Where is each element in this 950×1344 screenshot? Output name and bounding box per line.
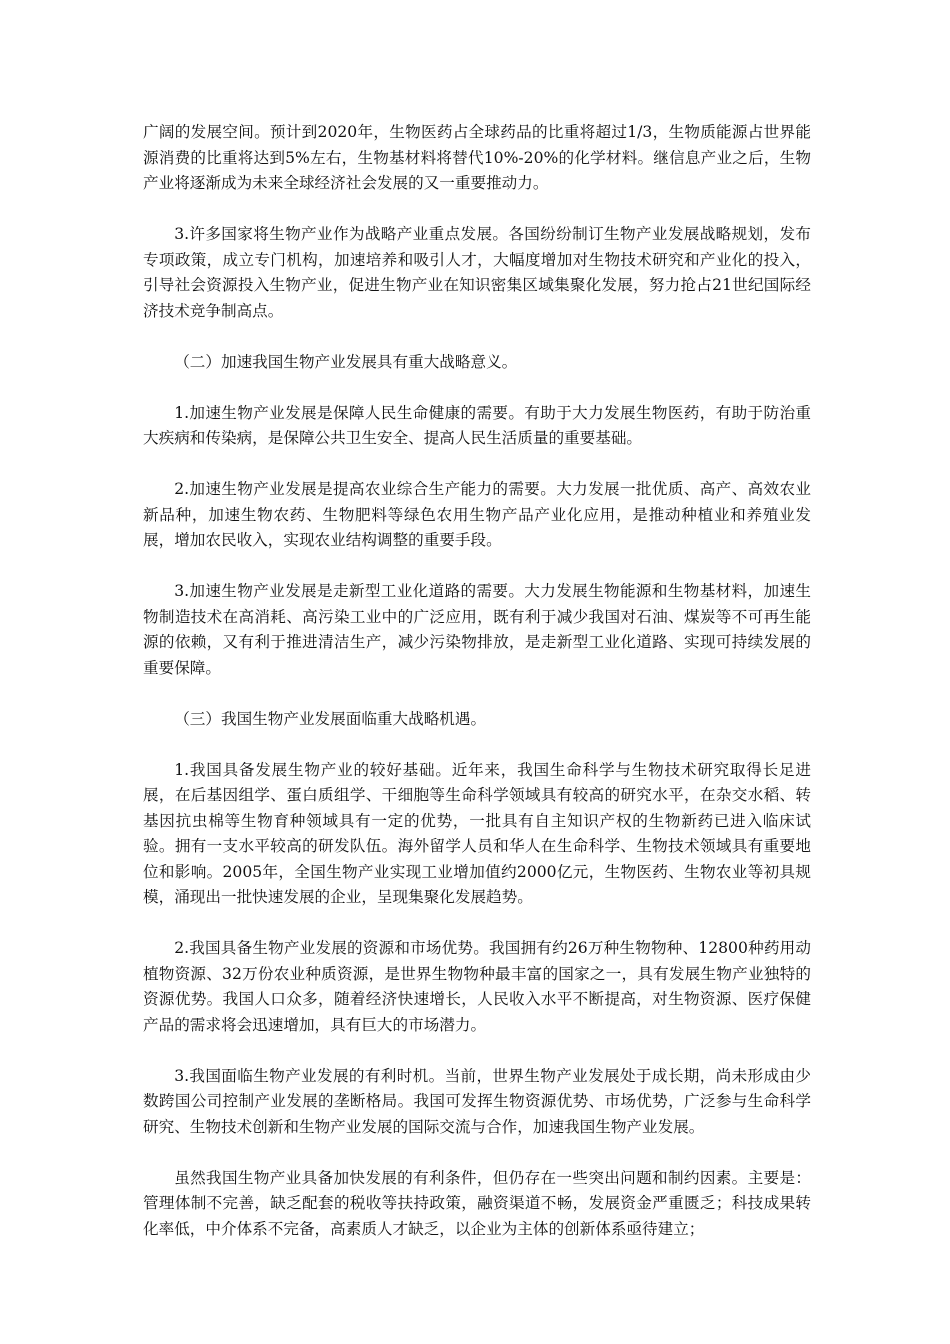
paragraph-continuation: 广阔的发展空间。预计到2020年，生物医药占全球药品的比重将超过1/3，生物质能源占世界能源消费的比重将达到5%左右，生物基材料将替代10%-20%的化学材料。继信息产业之后，生物产业将逐渐成为未来全球经济社会发展的又一重要推动力。	[143, 123, 811, 192]
paragraph-item-3-industrialization: 3.加速生物产业发展是走新型工业化道路的需要。大力发展生物能源和生物基材料，加速生物制造技术在高消耗、高污染工业中的广泛应用，既有利于减少我国对石油、煤炭等不可再生能源的依赖，又有利于推进清洁生产，减少污染物排放，是走新型工业化道路、实现可持续发展的重要保障。	[143, 582, 811, 677]
paragraph-problems: 虽然我国生物产业具备加快发展的有利条件，但仍存在一些突出问题和制约因素。主要是：管理体制不完善，缺乏配套的税收等扶持政策，融资渠道不畅，发展资金严重匮乏；科技成果转化率低，中介体系不完备，高素质人才缺乏，以企业为主体的创新体系亟待建立；	[143, 1168, 811, 1238]
paragraph-item-2-agriculture: 2.加速生物产业发展是提高农业综合生产能力的需要。大力发展一批优质、高产、高效农业新品种，加速生物农药、生物肥料等绿色农用生物产品产业化应用，是推动种植业和养殖业发展，增加农民收入，实现农业结构调整的重要手段。	[143, 480, 811, 549]
paragraph-item-3-opportunity: 3.我国面临生物产业发展的有利时机。当前，世界生物产业发展处于成长期，尚未形成由少数跨国公司控制产业发展的垄断格局。我国可发挥生物资源优势、市场优势，广泛参与生命科学研究、生物技术创新和生物产业发展的国际交流与合作，加速我国生物产业发展。	[143, 1066, 811, 1136]
section-heading-3: （三）我国生物产业发展面临重大战略机遇。	[174, 709, 487, 728]
section-heading-2: （二）加速我国生物产业发展具有重大战略意义。	[174, 352, 518, 371]
paragraph-item-3-strategic-industry: 3.许多国家将生物产业作为战略产业重点发展。各国纷纷制订生物产业发展战略规划，发布专项政策，成立专门机构，加速培养和吸引人才，大幅度增加对生物技术研究和产业化的投入，引导社会资源投入生物产业，促进生物产业在知识密集区域集聚化发展，努力抢占21世纪国际经济技术竞争制高点。	[143, 225, 811, 320]
paragraph-item-2-resources: 2.我国具备生物产业发展的资源和市场优势。我国拥有约26万种生物物种、12800种药用动植物资源、32万份农业种质资源，是世界生物物种最丰富的国家之一，具有发展生物产业独特的资源优势。我国人口众多，随着经济快速增长，人民收入水平不断提高，对生物资源、医疗保健产品的需求将会迅速增加，具有巨大的市场潜力。	[143, 939, 811, 1034]
document-body	[143, 120, 811, 1268]
paragraph-item-1-foundation: 1.我国具备发展生物产业的较好基础。近年来，我国生命科学与生物技术研究取得长足进展，在后基因组学、蛋白质组学、干细胞等生命科学领域具有较高的研究水平，在杂交水稻、转基因抗虫棉等生物育种领域具有一定的优势，一批具有自主知识产权的生物新药已进入临床试验。拥有一支水平较高的研发队伍。海外留学人员和华人在生命科学、生物技术领域具有重要地位和影响。2005年，全国生物产业实现工业增加值约2000亿元，生物医药、生物农业等初具规模，涌现出一批快速发展的企业，呈现集聚化发展趋势。	[143, 760, 811, 906]
paragraph-item-1-health: 1.加速生物产业发展是保障人民生命健康的需要。有助于大力发展生物医药，有助于防治重大疾病和传染病，是保障公共卫生安全、提高人民生活质量的重要基础。	[143, 403, 811, 447]
